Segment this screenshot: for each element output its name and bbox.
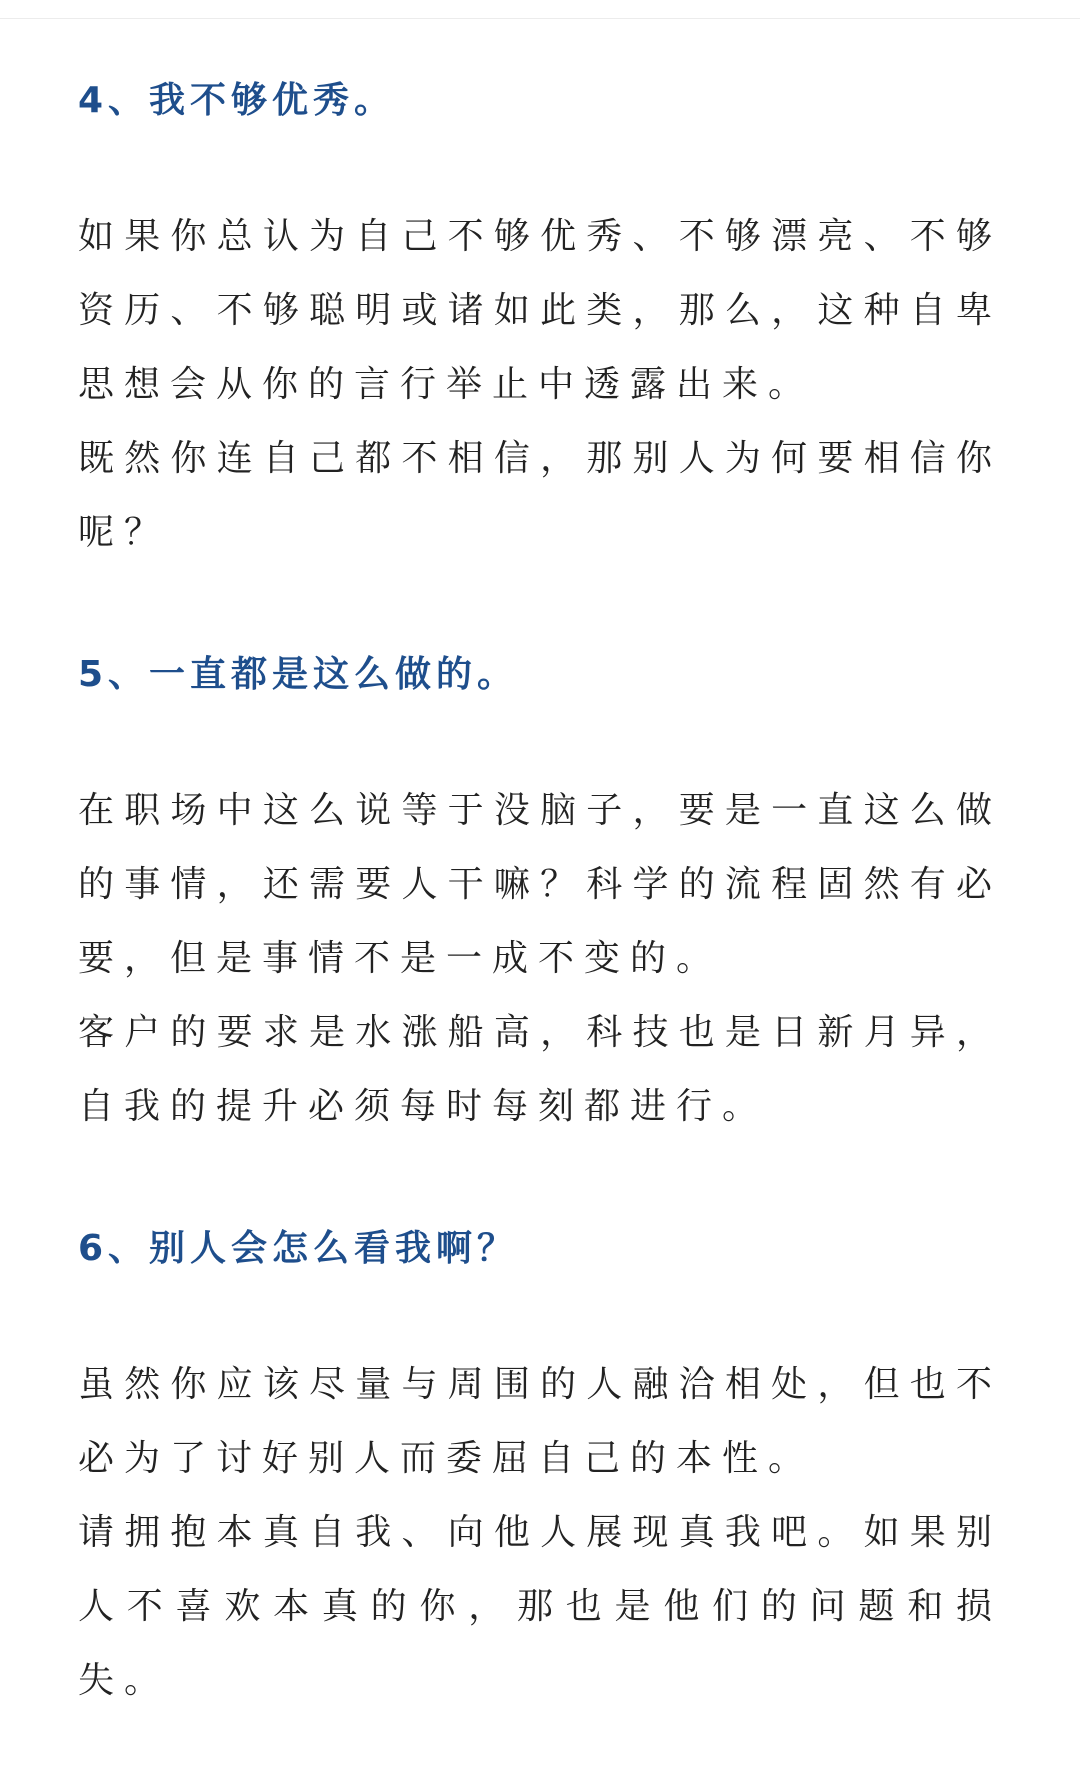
section-heading: 4、我不够优秀。	[78, 80, 396, 121]
section-4	[78, 70, 1002, 570]
article-body	[78, 70, 1002, 1718]
paragraph: 请拥抱本真自我、向他人展现真我吧。如果别人不喜欢本真的你，那也是他们的问题和损失。	[78, 1512, 1002, 1701]
section-6	[78, 1218, 1002, 1718]
paragraph: 如果你总认为自己不够优秀、不够漂亮、不够资历、不够聪明或诸如此类，那么，这种自卑思想会从你的言行举止中透露出来。	[78, 216, 1002, 405]
paragraph: 客户的要求是水涨船高，科技也是日新月异，自我的提升必须每时每刻都进行。	[78, 1012, 1002, 1127]
section-heading: 5、一直都是这么做的。	[78, 654, 519, 695]
section-5	[78, 644, 1002, 1144]
top-divider	[0, 18, 1080, 19]
paragraph: 既然你连自己都不相信，那别人为何要相信你呢？	[78, 438, 1002, 553]
paragraph: 在职场中这么说等于没脑子，要是一直这么做的事情，还需要人干嘛？科学的流程固然有必要，但是事情不是一成不变的。	[78, 790, 1002, 979]
section-heading: 6、别人会怎么看我啊？	[78, 1228, 519, 1269]
paragraph: 虽然你应该尽量与周围的人融洽相处，但也不必为了讨好别人而委屈自己的本性。	[78, 1364, 1002, 1479]
